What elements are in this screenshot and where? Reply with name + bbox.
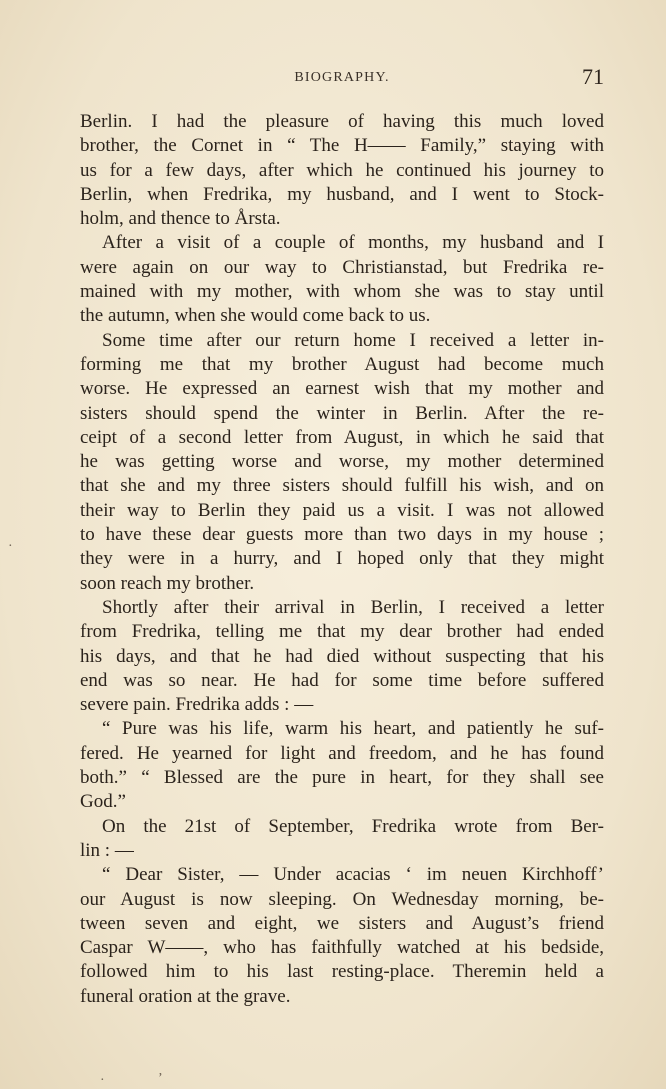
text-line: sisters should spend the winter in Berlin. After the re- [80,402,604,424]
text-line: Caspar W——, who has faithfully watched at his bedside, [80,937,604,959]
text-line: from Fredrika, telling me that my dear brother had ended [80,621,604,643]
text-line: funeral oration at the grave. [80,985,291,1007]
page-number: 71 [582,64,604,89]
text-line: his days, and that he had died without suspecting that his [80,645,604,667]
text-line: severe pain. Fredrika adds : — [80,694,314,716]
text-line: both.” “ Blessed are the pure in heart, for they shall see [80,767,604,789]
text-body [80,110,604,1009]
text-line: “ Pure was his life, warm his heart, and patiently he suf- [102,718,604,740]
text-line: fered. He yearned for light and freedom, and he has found [80,742,604,764]
footer-tick: ʼ [158,1071,163,1086]
text-line: worse. He expressed an earnest wish that my mother and [80,378,604,400]
text-line: Some time after our return home I received a letter in- [102,329,604,351]
text-line: After a visit of a couple of months, my husband and I [102,232,604,254]
text-line: forming me that my brother August had become much [80,353,604,375]
text-line: their way to Berlin they paid us a visit. I was not allowed [80,499,604,521]
running-title: BIOGRAPHY. [294,70,390,85]
text-line: brother, the Cornet in “ The H—— Family,” staying with [80,135,604,157]
text-line: that she and my three sisters should fulfill his wish, and on [80,475,604,497]
text-line: Berlin. I had the pleasure of having this much loved [80,111,604,132]
text-line: mained with my mother, with whom she was to stay until [80,281,604,303]
text-line: were again on our way to Christianstad, but Fredrika re- [80,256,604,278]
text-line: soon reach my brother. [80,572,255,594]
text-line: “ Dear Sister, — Under acacias ‘ im neuen Kirchhoff’ [102,864,604,886]
text-line: tween seven and eight, we sisters and August’s friend [80,912,604,934]
text-line: On the 21st of September, Fredrika wrote from Ber- [102,815,604,837]
text-line: the autumn, when she would come back to us. [80,305,431,327]
margin-speck: · [8,539,13,554]
text-line: end was so near. He had for some time before suffered [80,669,604,691]
text-line: ceipt of a second letter from August, in which he said that [80,426,604,448]
text-line: God.” [80,791,126,813]
text-line: to have these dear guests more than two days in my house ; [80,524,604,546]
text-line: lin : — [80,839,134,861]
text-line: followed him to his last resting-place. Theremin held a [80,961,604,983]
footer-speck: · [100,1073,105,1088]
text-line: Berlin, when Fredrika, my husband, and I went to Stock- [80,183,604,205]
text-line: Shortly after their arrival in Berlin, I received a letter [102,596,604,618]
text-line: he was getting worse and worse, my mother determined [80,451,604,473]
text-line: holm, and thence to Årsta. [80,208,281,230]
text-line: our August is now sleeping. On Wednesday morning, be- [80,888,604,910]
text-line: us for a few days, after which he continued his journey to [80,159,604,181]
running-head [80,64,604,94]
text-line: they were in a hurry, and I hoped only that they might [80,548,604,570]
